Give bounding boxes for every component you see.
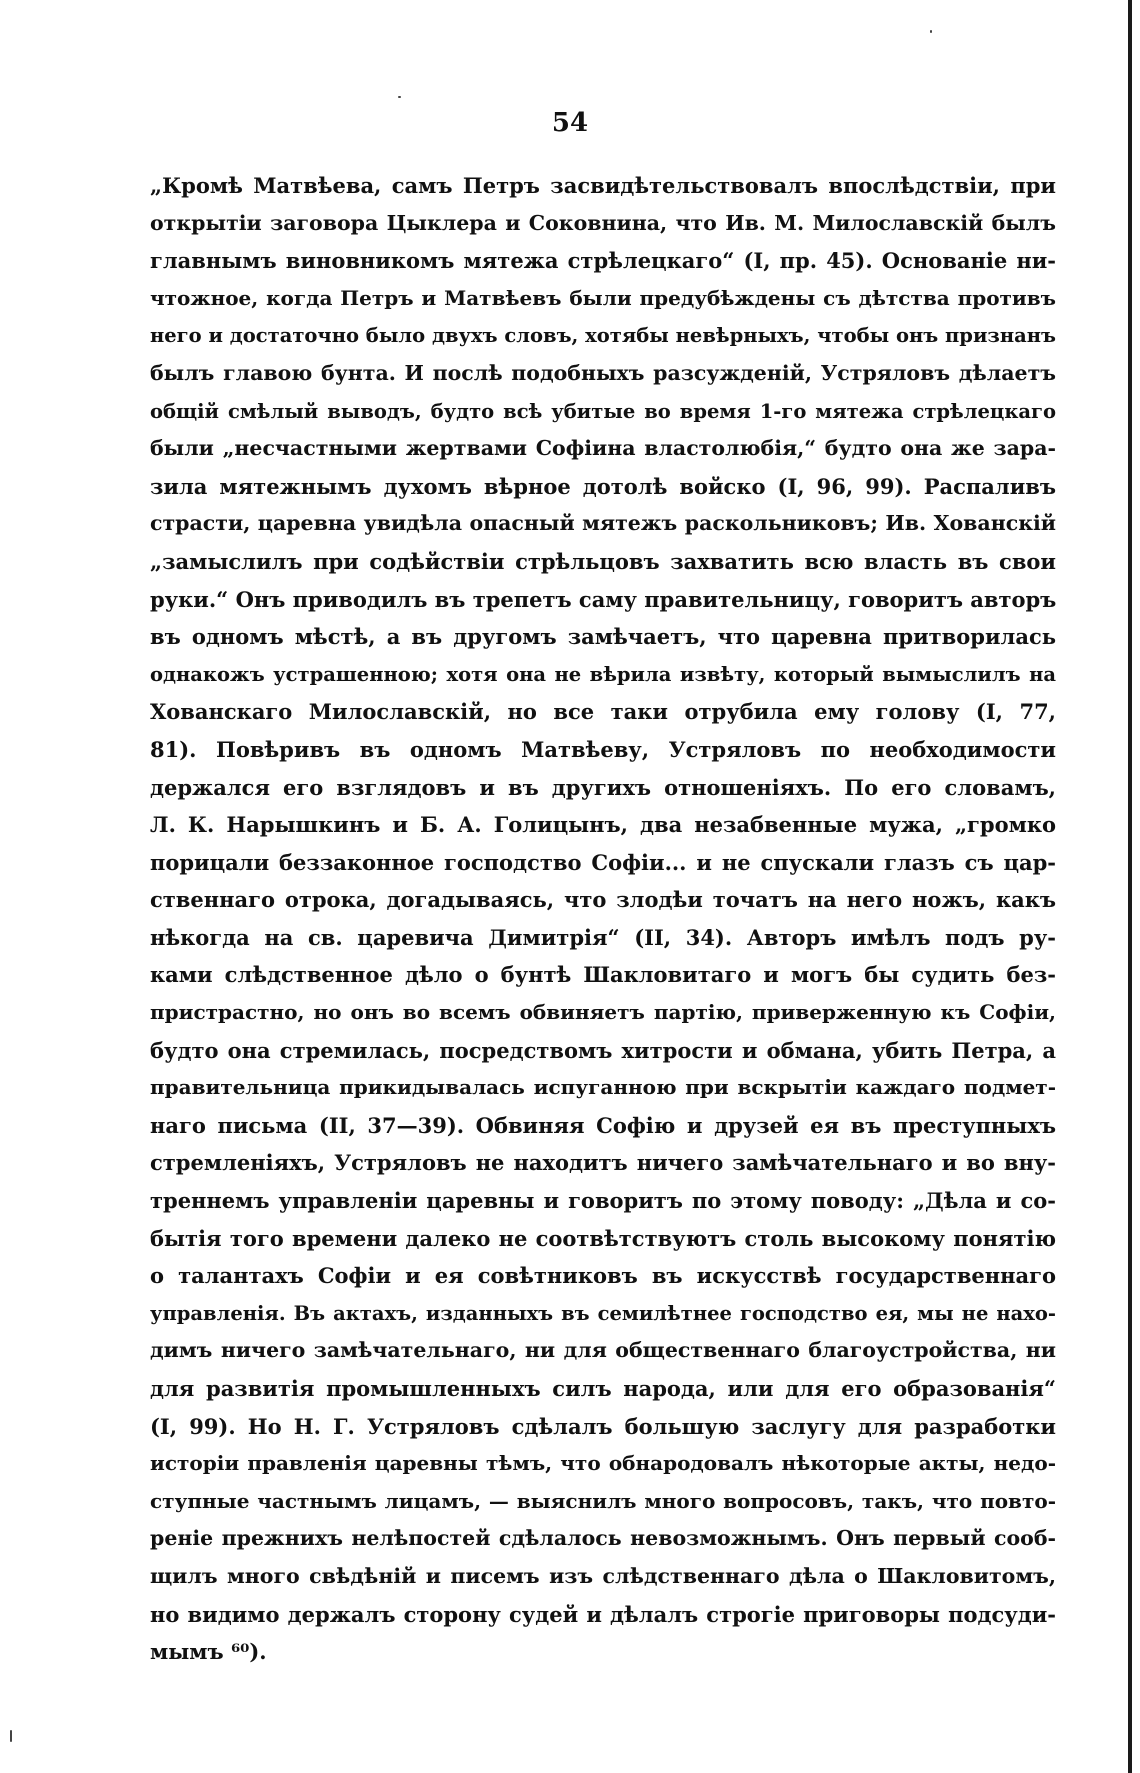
text-line: ступные частнымъ лицамъ, — выяснилъ много вопросовъ, такъ, что повто-: [150, 1488, 1056, 1513]
scan-speck: [930, 30, 932, 33]
text-line: будто она стремилась, посредствомъ хитрости и обмана, убить Петра, а: [150, 1037, 1056, 1063]
text-line: треннемъ управленіи царевны и говоритъ по этому поводу: „Дѣла и со-: [150, 1188, 1056, 1214]
text-line: Л. К. Нарышкинъ и Б. А. Голицынъ, два незабвенные мужа, „громко: [150, 812, 1056, 838]
text-line: ками слѣдственное дѣло о бунтѣ Шакловитаго и могъ бы судить без-: [150, 962, 1056, 988]
text-line: нѣкогда на св. царевича Димитрія“ (II, 34). Авторъ имѣлъ подъ ру-: [150, 924, 1056, 950]
text-line: пристрастно, но онъ во всемъ обвиняетъ партію, приверженную къ Софіи,: [150, 1000, 1056, 1025]
text-line: мымъ ⁶⁰).: [150, 1639, 267, 1665]
scan-edge-shadow: [1128, 0, 1132, 1773]
text-line: чтожное, когда Петръ и Матвѣевъ были предубѣждены съ дѣтства противъ: [150, 285, 1056, 310]
scan-speck: [398, 96, 401, 98]
text-line: реніе прежнихъ нелѣпостей сдѣлалось невозможнымъ. Онъ первый сооб-: [150, 1526, 1056, 1551]
text-line: общій смѣлый выводъ, будто всѣ убитые во время 1-го мятежа стрѣлецкаго: [150, 399, 1056, 423]
text-line: зила мятежнымъ духомъ вѣрное дотолѣ войско (I, 96, 99). Распаливъ: [150, 473, 1056, 499]
body-text: [150, 167, 1056, 1671]
scan-speck: [10, 1730, 12, 1742]
text-line: о талантахъ Софіи и ея совѣтниковъ въ искусствѣ государственнаго: [150, 1263, 1056, 1289]
text-line: ственнаго отрока, догадываясь, что злодѣи точатъ на него ножъ, какъ: [150, 887, 1056, 913]
text-line: главнымъ виновникомъ мятежа стрѣлецкаго“ (I, пр. 45). Основаніе ни-: [150, 248, 1056, 274]
text-line: но видимо держалъ сторону судей и дѣлалъ строгіе приговоры подсуди-: [150, 1601, 1056, 1627]
page-number: 54: [551, 108, 589, 138]
text-line: страсти, царевна увидѣла опасный мятежъ раскольниковъ; Ив. Хованскій: [150, 511, 1056, 536]
text-line: „Кромѣ Матвѣева, самъ Петръ засвидѣтельствовалъ впослѣдствіи, при: [150, 173, 1056, 198]
text-line: въ одномъ мѣстѣ, а въ другомъ замѣчаетъ, что царевна притворилась: [150, 624, 1056, 650]
text-line: для развитія промышленныхъ силъ народа, или для его образованія“: [150, 1376, 1056, 1401]
text-line: него и достаточно было двухъ словъ, хотябы невѣрныхъ, чтобы онъ признанъ: [150, 324, 1056, 348]
text-line: димъ ничего замѣчательнаго, ни для общественнаго благоустройства, ни: [150, 1338, 1056, 1363]
text-line: были „несчастными жертвами Софіина властолюбія,“ будто она же зара-: [150, 436, 1056, 461]
text-line: однакожъ устрашенною; хотя она не вѣрила извѣту, который вымыслилъ на: [150, 662, 1056, 686]
text-line: наго письма (II, 37—39). Обвиняя Софію и друзей ея въ преступныхъ: [150, 1112, 1056, 1138]
text-line: руки.“ Онъ приводилъ въ трепетъ саму правительницу, говоритъ авторъ: [150, 586, 1056, 612]
text-line: Хованскаго Милославскій, но все таки отрубила ему голову (I, 77,: [150, 699, 1056, 725]
text-line: „замыслилъ при содѣйствіи стрѣльцовъ захватить всю власть въ свои: [150, 548, 1056, 574]
text-line: исторіи правленія царевны тѣмъ, что обнародовалъ нѣкоторые акты, недо-: [150, 1451, 1056, 1476]
text-line: открытіи заговора Цыклера и Соковнина, что Ив. М. Милославскій былъ: [150, 210, 1056, 235]
text-line: стремленіяхъ, Устряловъ не находитъ ничего замѣчательнаго и во вну-: [150, 1150, 1056, 1176]
text-line: 81). Повѣривъ въ одномъ Матвѣеву, Устряловъ по необходимости: [150, 736, 1056, 762]
text-line: (I, 99). Но Н. Г. Устряловъ сдѣлалъ большую заслугу для разработки: [150, 1413, 1056, 1439]
text-line: бытія того времени далеко не соотвѣтствуютъ столь высокому понятію: [150, 1225, 1056, 1251]
text-line: порицали беззаконное господство Софіи... и не спускали глазъ съ цар-: [150, 849, 1056, 875]
text-line: держался его взглядовъ и въ другихъ отношеніяхъ. По его словамъ,: [150, 774, 1056, 800]
text-line: управленія. Въ актахъ, изданныхъ въ семилѣтнее господство ея, мы не нахо-: [150, 1301, 1056, 1325]
text-line: щилъ много свѣдѣній и писемъ изъ слѣдственнаго дѣла о Шакловитомъ,: [150, 1563, 1056, 1588]
text-line: правительница прикидывалась испуганною при вскрытіи каждаго подмет-: [150, 1075, 1056, 1100]
text-line: былъ главою бунта. И послѣ подобныхъ разсужденій, Устряловъ дѣлаетъ: [150, 360, 1056, 385]
